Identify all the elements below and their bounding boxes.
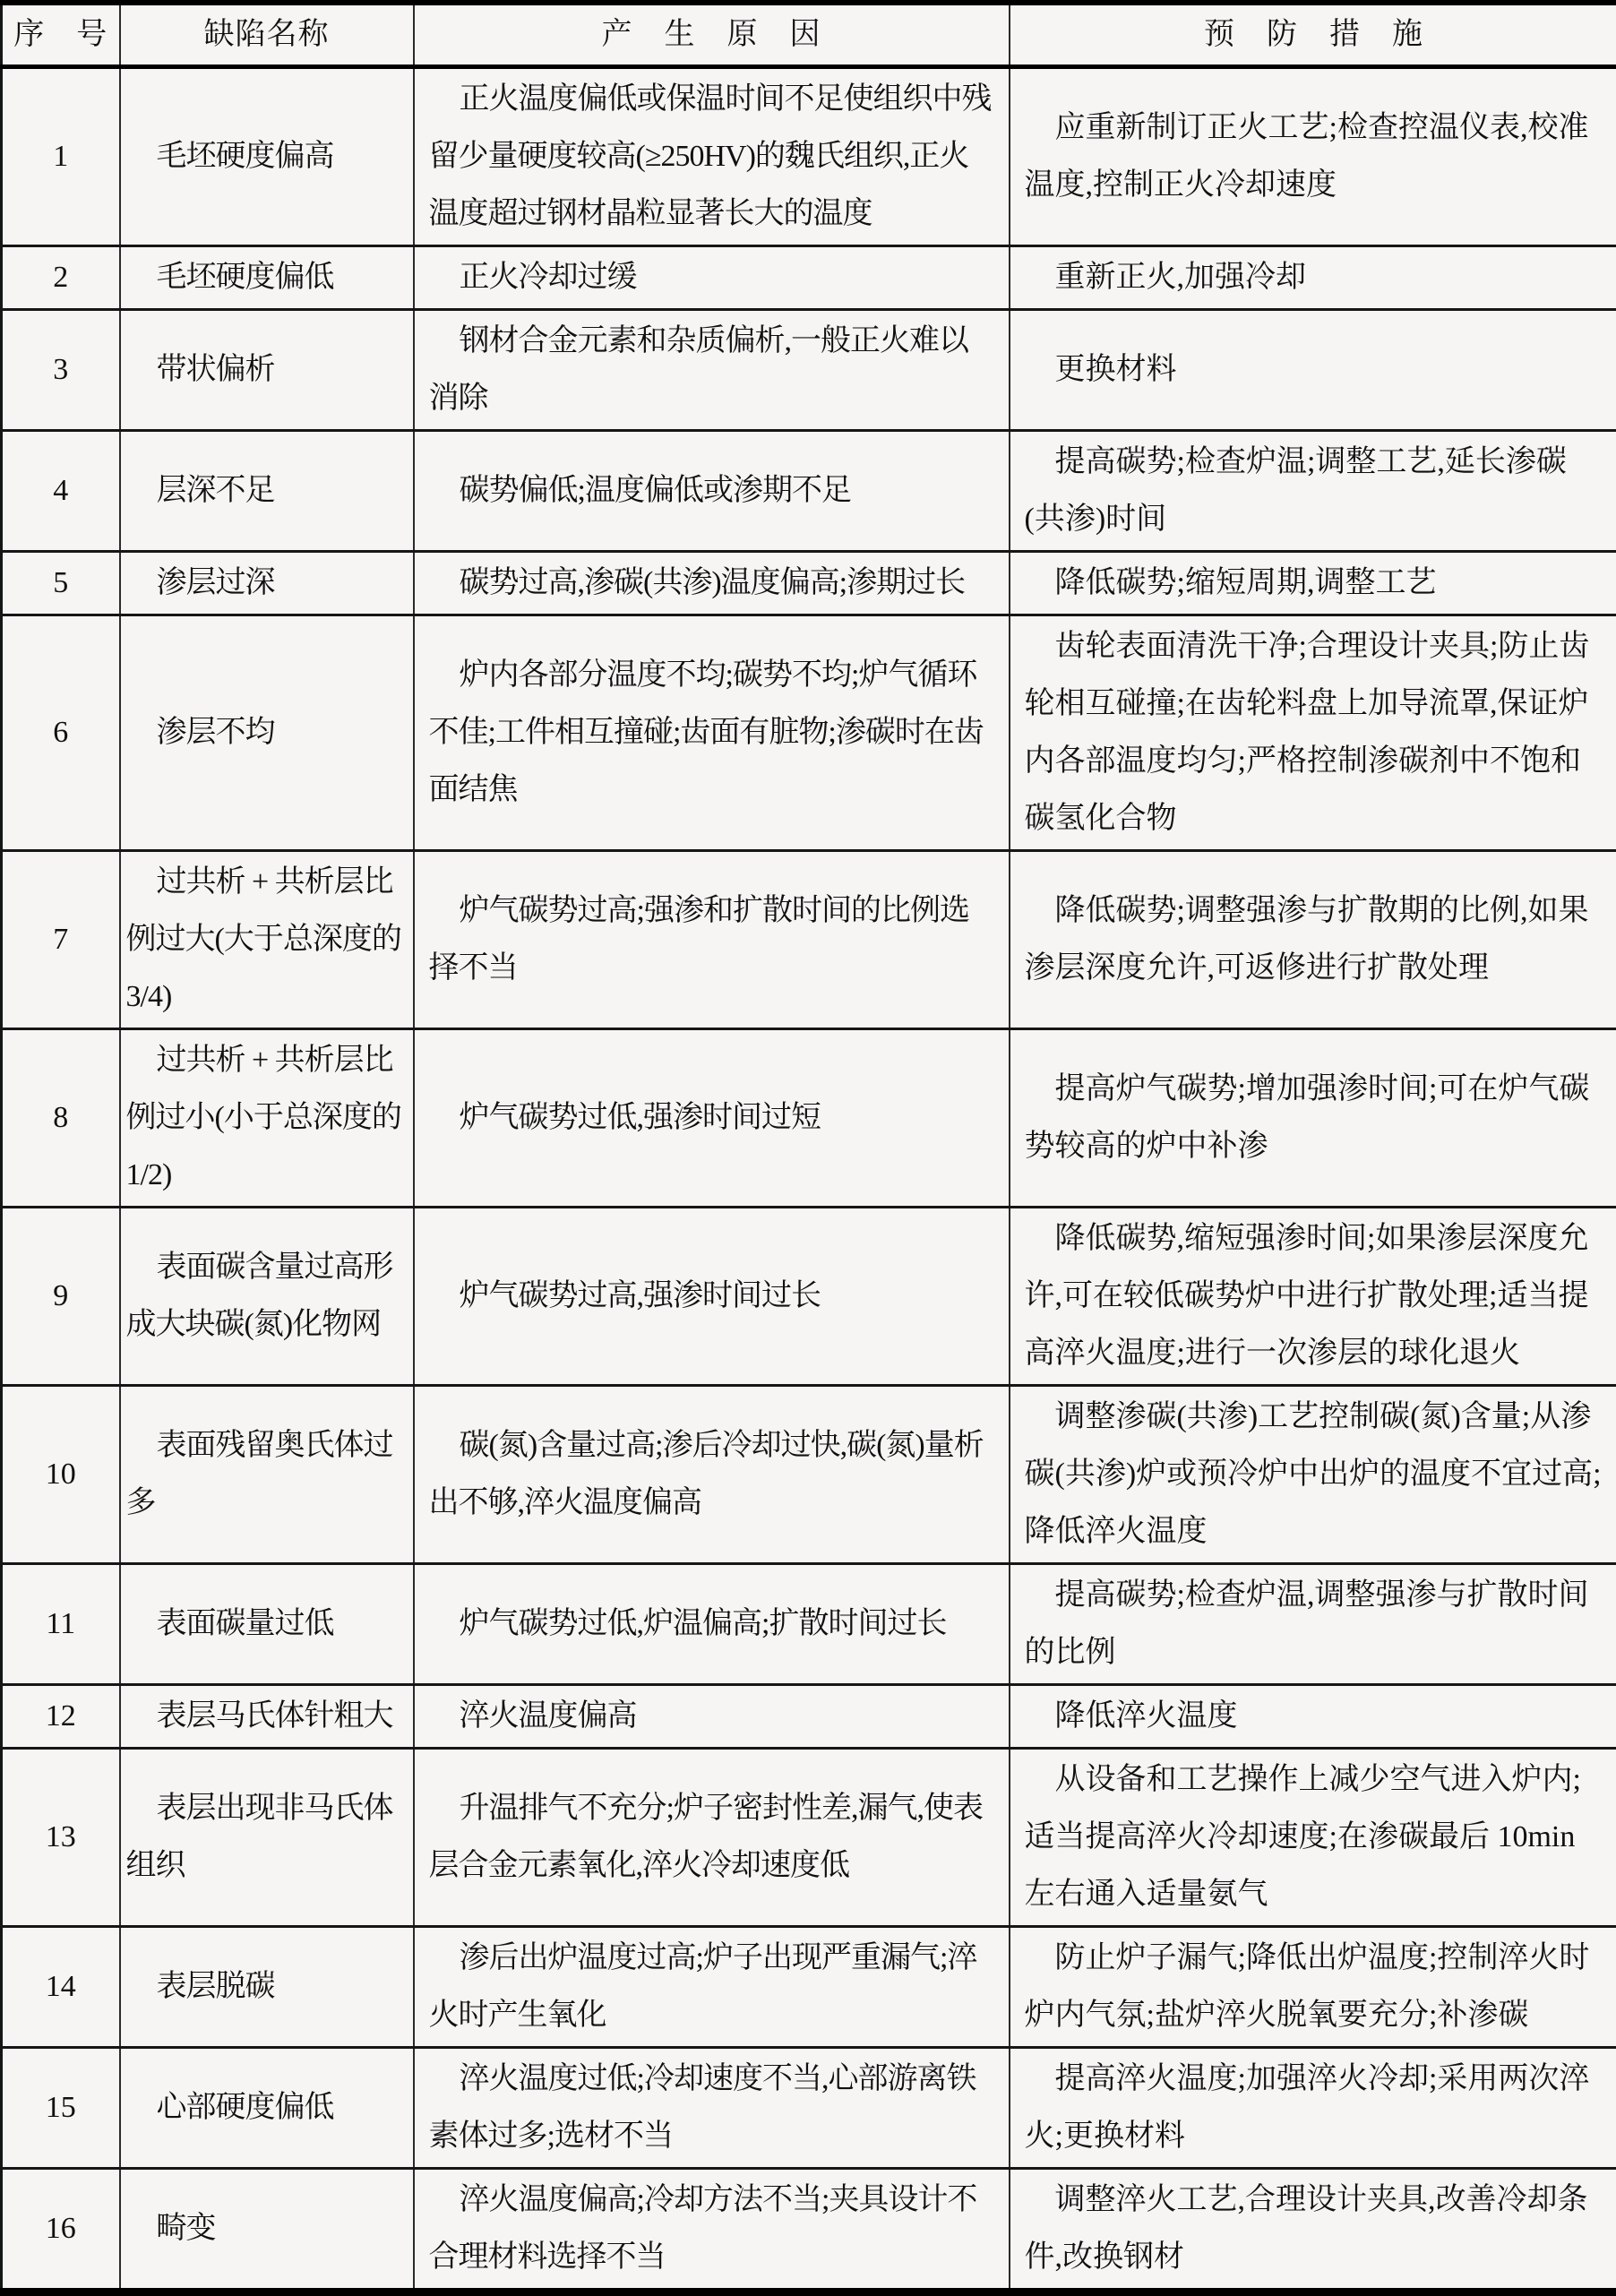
table-row [2,1685,1616,1749]
defect-name: 表面碳量过低 [120,1564,414,1685]
cause-text: 淬火温度过低;冷却速度不当,心部游离铁素体过多;选材不当 [414,2048,1010,2169]
cause-text: 碳势过高,渗碳(共渗)温度偏高;渗期过长 [414,552,1010,615]
table-row [2,310,1616,431]
cause-text: 正火冷却过缓 [414,246,1010,310]
cause-text: 淬火温度偏高;冷却方法不当;夹具设计不合理材料选择不当 [414,2169,1010,2292]
cause-text: 碳势偏低;温度偏低或渗期不足 [414,431,1010,552]
prevention-text: 提高碳势;检查炉温,调整强渗与扩散时间的比例 [1010,1564,1616,1685]
prevention-text: 调整淬火工艺,合理设计夹具,改善冷却条件,改换钢材 [1010,2169,1616,2292]
cause-text: 碳(氮)含量过高;渗后冷却过快,碳(氮)量析出不够,淬火温度偏高 [414,1386,1010,1564]
prevention-text: 提高淬火温度;加强淬火冷却;采用两次淬火;更换材料 [1010,2048,1616,2169]
defect-name: 心部硬度偏低 [120,2048,414,2169]
prevention-text: 从设备和工艺操作上减少空气进入炉内;适当提高淬火冷却速度;在渗碳最后 10min 左右通入适量氨气 [1010,1749,1616,1927]
serial-number: 7 [2,851,120,1029]
serial-number: 16 [2,2169,120,2292]
cause-text: 炉气碳势过低,炉温偏高;扩散时间过长 [414,1564,1010,1685]
prevention-text: 降低碳势;缩短周期,调整工艺 [1010,552,1616,615]
serial-number: 2 [2,246,120,310]
table-row [2,246,1616,310]
prevention-text: 降低淬火温度 [1010,1685,1616,1749]
defect-name: 表层出现非马氏体组织 [120,1749,414,1927]
table-row [2,1386,1616,1564]
prevention-text: 提高炉气碳势;增加强渗时间;可在炉气碳势较高的炉中补渗 [1010,1029,1616,1208]
header-serial-number: 序 号 [2,3,120,67]
defect-name: 表层脱碳 [120,1927,414,2048]
serial-number: 8 [2,1029,120,1208]
header-prevention: 预 防 措 施 [1010,3,1616,67]
defect-name: 过共析 + 共析层比例过大(大于总深度的 3/4) [120,851,414,1029]
defect-name: 渗层不均 [120,615,414,851]
cause-text: 炉气碳势过高,强渗时间过长 [414,1208,1010,1386]
prevention-text: 齿轮表面清洗干净;合理设计夹具;防止齿轮相互碰撞;在齿轮料盘上加导流罩,保证炉内各部温度均匀;严格控制渗碳剂中不饱和碳氢化合物 [1010,615,1616,851]
prevention-text: 降低碳势;调整强渗与扩散期的比例,如果渗层深度允许,可返修进行扩散处理 [1010,851,1616,1029]
table-row [2,431,1616,552]
serial-number: 3 [2,310,120,431]
table-row [2,552,1616,615]
serial-number: 1 [2,67,120,246]
table-row [2,67,1616,246]
header-cause: 产 生 原 因 [414,3,1010,67]
prevention-text: 更换材料 [1010,310,1616,431]
cause-text: 炉内各部分温度不均;碳势不均;炉气循环不佳;工件相互撞碰;齿面有脏物;渗碳时在齿面结焦 [414,615,1010,851]
serial-number: 5 [2,552,120,615]
table-row [2,2169,1616,2292]
serial-number: 6 [2,615,120,851]
cause-text: 正火温度偏低或保温时间不足使组织中残留少量硬度较高(≥250HV)的魏氏组织,正火温度超过钢材晶粒显著长大的温度 [414,67,1010,246]
table-row [2,1927,1616,2048]
table-row [2,2048,1616,2169]
prevention-text: 提高碳势;检查炉温;调整工艺,延长渗碳(共渗)时间 [1010,431,1616,552]
cause-text: 钢材合金元素和杂质偏析,一般正火难以消除 [414,310,1010,431]
prevention-text: 重新正火,加强冷却 [1010,246,1616,310]
cause-text: 淬火温度偏高 [414,1685,1010,1749]
serial-number: 12 [2,1685,120,1749]
cause-text: 炉气碳势过高;强渗和扩散时间的比例选择不当 [414,851,1010,1029]
prevention-text: 防止炉子漏气;降低出炉温度;控制淬火时炉内气氛;盐炉淬火脱氧要充分;补渗碳 [1010,1927,1616,2048]
serial-number: 15 [2,2048,120,2169]
serial-number: 4 [2,431,120,552]
defect-name: 表面碳含量过高形成大块碳(氮)化物网 [120,1208,414,1386]
prevention-text: 调整渗碳(共渗)工艺控制碳(氮)含量;从渗碳(共渗)炉或预冷炉中出炉的温度不宜过高;降低淬火温度 [1010,1386,1616,1564]
defect-name: 层深不足 [120,431,414,552]
prevention-text: 应重新制订正火工艺;检查控温仪表,校准温度,控制正火冷却速度 [1010,67,1616,246]
serial-number: 11 [2,1564,120,1685]
serial-number: 10 [2,1386,120,1564]
defect-name: 表层马氏体针粗大 [120,1685,414,1749]
defect-name: 畸变 [120,2169,414,2292]
defect-name: 毛坯硬度偏低 [120,246,414,310]
table-row [2,1749,1616,1927]
serial-number: 13 [2,1749,120,1927]
defect-name: 过共析 + 共析层比例过小(小于总深度的 1/2) [120,1029,414,1208]
table-row [2,1029,1616,1208]
prevention-text: 降低碳势,缩短强渗时间;如果渗层深度允许,可在较低碳势炉中进行扩散处理;适当提高淬火温度;进行一次渗层的球化退火 [1010,1208,1616,1386]
table-row [2,615,1616,851]
table-row [2,851,1616,1029]
cause-text: 渗后出炉温度过高;炉子出现严重漏气;淬火时产生氧化 [414,1927,1010,2048]
table-row [2,1208,1616,1386]
cause-text: 升温排气不充分;炉子密封性差,漏气,使表层合金元素氧化,淬火冷却速度低 [414,1749,1010,1927]
defect-name: 表面残留奥氏体过多 [120,1386,414,1564]
defect-name: 带状偏析 [120,310,414,431]
defect-name: 毛坯硬度偏高 [120,67,414,246]
defect-name: 渗层过深 [120,552,414,615]
cause-text: 炉气碳势过低,强渗时间过短 [414,1029,1010,1208]
header-defect-name: 缺陷名称 [120,3,414,67]
serial-number: 9 [2,1208,120,1386]
header-row [2,3,1616,67]
serial-number: 14 [2,1927,120,2048]
table-row [2,1564,1616,1685]
